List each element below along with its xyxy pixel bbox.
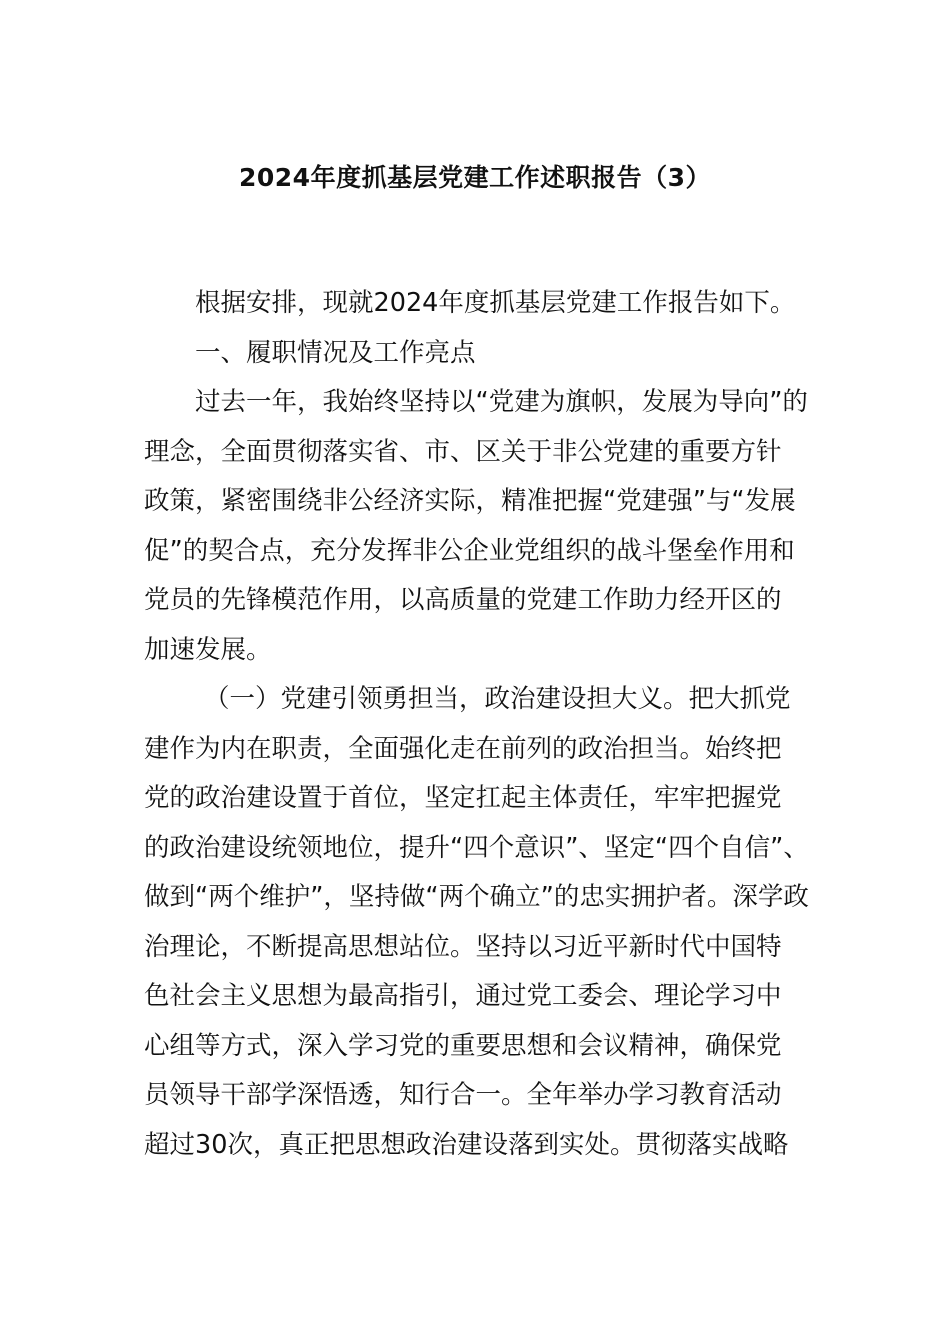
section-heading: 一、履职情况及工作亮点 xyxy=(195,337,476,368)
document-title: 2024年度抓基层党建工作述职报告（3） xyxy=(239,163,711,192)
paragraph-line: 色社会主义思想为最高指引，通过党工委会、理论学习中 xyxy=(144,981,782,1011)
paragraph-line: 党员的先锋模范作用，以高质量的党建工作助力经开区的 xyxy=(144,585,782,615)
paragraph-line: 员领导干部学深悟透，知行合一。全年举办学习教育活动 xyxy=(144,1080,782,1110)
paragraph-line: 促”的契合点，充分发挥非公企业党组织的战斗堡垒作用和 xyxy=(144,535,795,566)
paragraph-intro-line: 根据安排，现就2024年度抓基层党建工作报告如下。 xyxy=(195,288,796,318)
paragraph-line: 政策，紧密围绕非公经济实际，精准把握“党建强”与“发展 xyxy=(144,486,796,516)
subsection-heading-line: （一）党建引领勇担当，政治建设担大义。把大抓党 xyxy=(204,684,791,714)
document-body xyxy=(144,279,812,1170)
paragraph-line: 心组等方式，深入学习党的重要思想和会议精神，确保党 xyxy=(144,1030,782,1061)
paragraph-line: 理念，全面贯彻落实省、市、区关于非公党建的重要方针 xyxy=(144,436,782,467)
paragraph-line: 过去一年，我始终坚持以“党建为旗帜，发展为导向”的 xyxy=(195,387,808,417)
paragraph-line: 治理论，不断提高思想站位。坚持以习近平新时代中国特 xyxy=(144,931,782,962)
paragraph-line: 党的政治建设置于首位，坚定扛起主体责任，牢牢把握党 xyxy=(144,783,782,813)
paragraph-line: 做到“两个维护”，坚持做“两个确立”的忠实拥护者。深学政 xyxy=(144,882,809,912)
paragraph-line: 超过30次，真正把思想政治建设落到实处。贯彻落实战略 xyxy=(144,1129,789,1160)
paragraph-line: 的政治建设统领地位，提升“四个意识”、坚定“四个自信”、 xyxy=(144,832,809,863)
paragraph-line: 建作为内在职责，全面强化走在前列的政治担当。始终把 xyxy=(144,733,782,764)
paragraph-line: 加速发展。 xyxy=(144,634,272,665)
